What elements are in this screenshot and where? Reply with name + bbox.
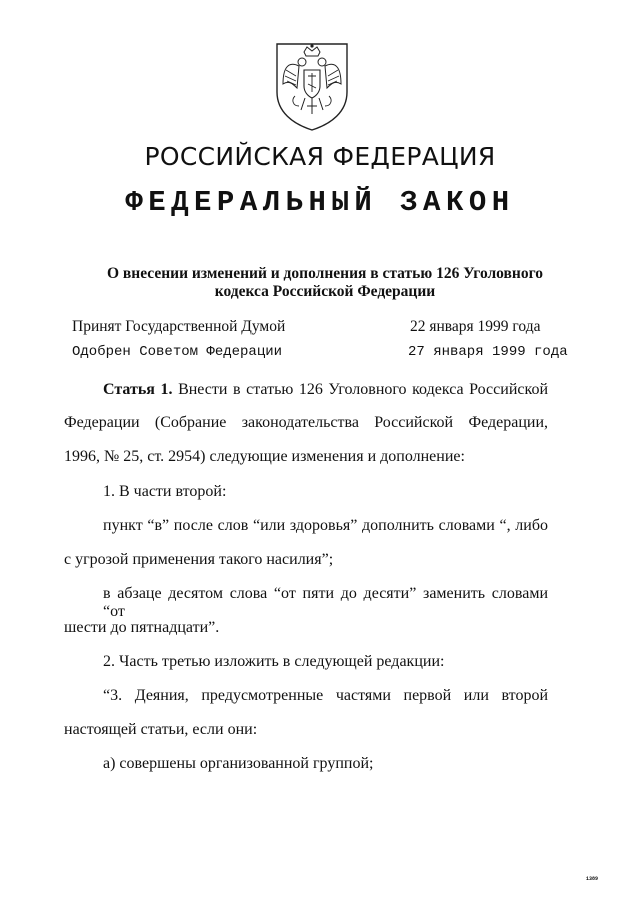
country-heading: РОССИЙСКАЯ ФЕДЕРАЦИЯ xyxy=(144,142,496,171)
article-line-3: 1996, № 25, ст. 2954) следующие изменения и дополнение: xyxy=(64,448,465,465)
law-title-line-1: О внесении изменений и дополнения в статью 126 Уголовного xyxy=(106,265,544,282)
article-line-6: с угрозой применения такого насилия”; xyxy=(64,551,334,568)
law-type-heading: ФЕДЕРАЛЬНЫЙ ЗАКОН xyxy=(125,186,515,219)
article-line-7: в абзаце десятом слова “от пяти до десяти” заменить словами “от xyxy=(103,585,548,620)
article-line-11: настоящей статьи, если они: xyxy=(64,721,258,738)
approved-date: 27 января 1999 года xyxy=(408,344,568,360)
adopted-date: 22 января 1999 года xyxy=(410,318,541,335)
article-line-1: Статья 1. Внести в статью 126 Уголовного кодекса Российской xyxy=(103,381,549,398)
article-label: Статья 1. xyxy=(103,381,173,398)
article-line-10: “3. Деяния, предусмотренные частями первой или второй xyxy=(103,687,548,704)
coat-of-arms-icon xyxy=(271,40,353,132)
article-line-12: а) совершены организованной группой; xyxy=(103,755,374,772)
adopted-label: Принят Государственной Думой xyxy=(72,318,286,335)
article-line-8: шести до пятнадцати”. xyxy=(64,619,220,636)
article-line-9: 2. Часть третью изложить в следующей редакции: xyxy=(103,653,445,670)
article-line-2: Федерации (Собрание законодательства Российской Федерации, xyxy=(64,414,548,431)
page-number: 1389 xyxy=(586,876,599,882)
article-line-4: 1. В части второй: xyxy=(103,483,227,500)
law-title-line-2: кодекса Российской Федерации xyxy=(214,283,436,300)
article-line-5: пункт “в” после слов “или здоровья” дополнить словами “, либо xyxy=(103,517,548,534)
approved-label: Одобрен Советом Федерации xyxy=(72,344,283,360)
